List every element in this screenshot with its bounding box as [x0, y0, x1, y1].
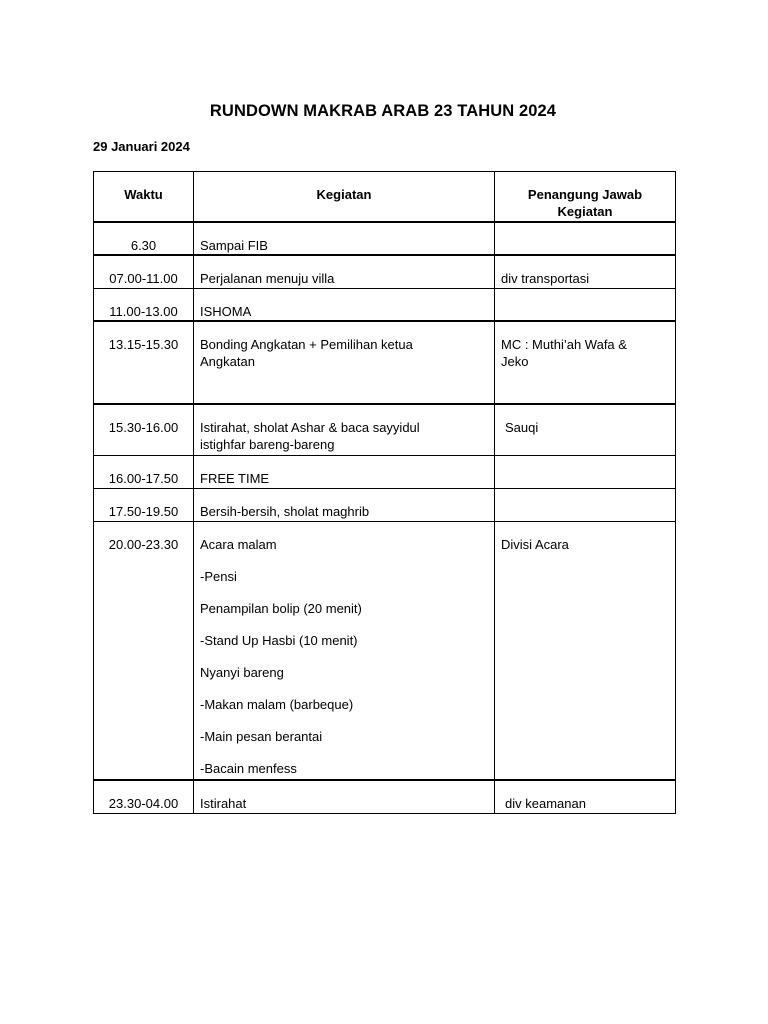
pj-line: Jeko — [501, 354, 529, 369]
pj-line: MC : Muthi’ah Wafa & — [501, 337, 627, 352]
activity-line: Acara malam — [200, 536, 277, 552]
table-row — [94, 288, 676, 321]
cell-activity — [194, 521, 495, 780]
cell-person-in-charge — [495, 488, 676, 521]
table-row — [94, 521, 676, 780]
cell-activity — [194, 488, 495, 521]
cell-activity — [194, 222, 495, 255]
cell-time: 20.00-23.30 — [94, 521, 194, 780]
cell-activity — [194, 404, 495, 455]
cell-time: 23.30-04.00 — [94, 780, 194, 813]
activity-line: Penampilan bolip (20 menit) — [200, 600, 362, 616]
table-row — [94, 455, 676, 488]
cell-person-in-charge — [495, 780, 676, 813]
cell-person-in-charge — [495, 288, 676, 321]
activity-line: -Bacain menfess — [200, 760, 297, 776]
cell-time: 11.00-13.00 — [94, 288, 194, 321]
cell-person-in-charge — [495, 455, 676, 488]
cell-person-in-charge — [495, 255, 676, 288]
header-pj-line: Penangung Jawab — [527, 187, 643, 202]
rundown-table — [93, 171, 676, 814]
activity-line: Sampai FIB — [200, 238, 268, 253]
pj-line: div keamanan — [505, 796, 586, 811]
activity-line: Bersih-bersih, sholat maghrib — [200, 503, 370, 519]
activity-line: -Main pesan berantai — [200, 728, 323, 744]
cell-activity — [194, 780, 495, 813]
activity-line: FREE TIME — [200, 470, 270, 486]
table-row — [94, 404, 676, 455]
cell-person-in-charge — [495, 404, 676, 455]
activity-line: istighfar bareng-bareng — [200, 437, 335, 452]
pj-line: Divisi Acara — [501, 536, 569, 552]
pj-line: div transportasi — [501, 271, 590, 286]
cell-activity — [194, 255, 495, 288]
activity-line: Bonding Angkatan + Pemilihan ketua — [200, 337, 413, 352]
cell-activity — [194, 288, 495, 321]
cell-time: 13.15-15.30 — [94, 321, 194, 404]
document-title: RUNDOWN MAKRAB ARAB 23 TAHUN 2024 — [209, 102, 557, 120]
activity-line: ISHOMA — [200, 303, 252, 319]
cell-person-in-charge — [495, 222, 676, 255]
header-time: Waktu — [94, 172, 194, 223]
activity-line: Perjalanan menuju villa — [200, 271, 335, 286]
pj-line: Sauqi — [505, 420, 539, 435]
activity-line: -Stand Up Hasbi (10 menit) — [200, 632, 358, 648]
cell-time: 16.00-17.50 — [94, 455, 194, 488]
cell-person-in-charge — [495, 321, 676, 404]
activity-line: Istirahat — [200, 796, 247, 811]
cell-time: 15.30-16.00 — [94, 404, 194, 455]
cell-time: 17.50-19.50 — [94, 488, 194, 521]
cell-person-in-charge — [495, 521, 676, 780]
activity-line: Nyanyi bareng — [200, 664, 284, 680]
table-row — [94, 488, 676, 521]
table-row — [94, 222, 676, 255]
header-pj-line: Kegiatan — [557, 204, 613, 219]
table-row — [94, 255, 676, 288]
header-person-in-charge — [495, 172, 676, 223]
cell-activity — [194, 455, 495, 488]
header-activity: Kegiatan — [194, 172, 495, 223]
cell-activity — [194, 321, 495, 404]
activity-line: Angkatan — [200, 354, 255, 369]
table-row — [94, 780, 676, 813]
activity-line: -Makan malam (barbeque) — [200, 696, 354, 712]
table-header-row — [94, 172, 676, 223]
table-row — [94, 321, 676, 404]
activity-line: -Pensi — [200, 568, 237, 584]
cell-time: 6.30 — [94, 222, 194, 255]
cell-time: 07.00-11.00 — [94, 255, 194, 288]
activity-line: Istirahat, sholat Ashar & baca sayyidul — [200, 420, 420, 435]
document-date: 29 Januari 2024 — [93, 139, 190, 154]
